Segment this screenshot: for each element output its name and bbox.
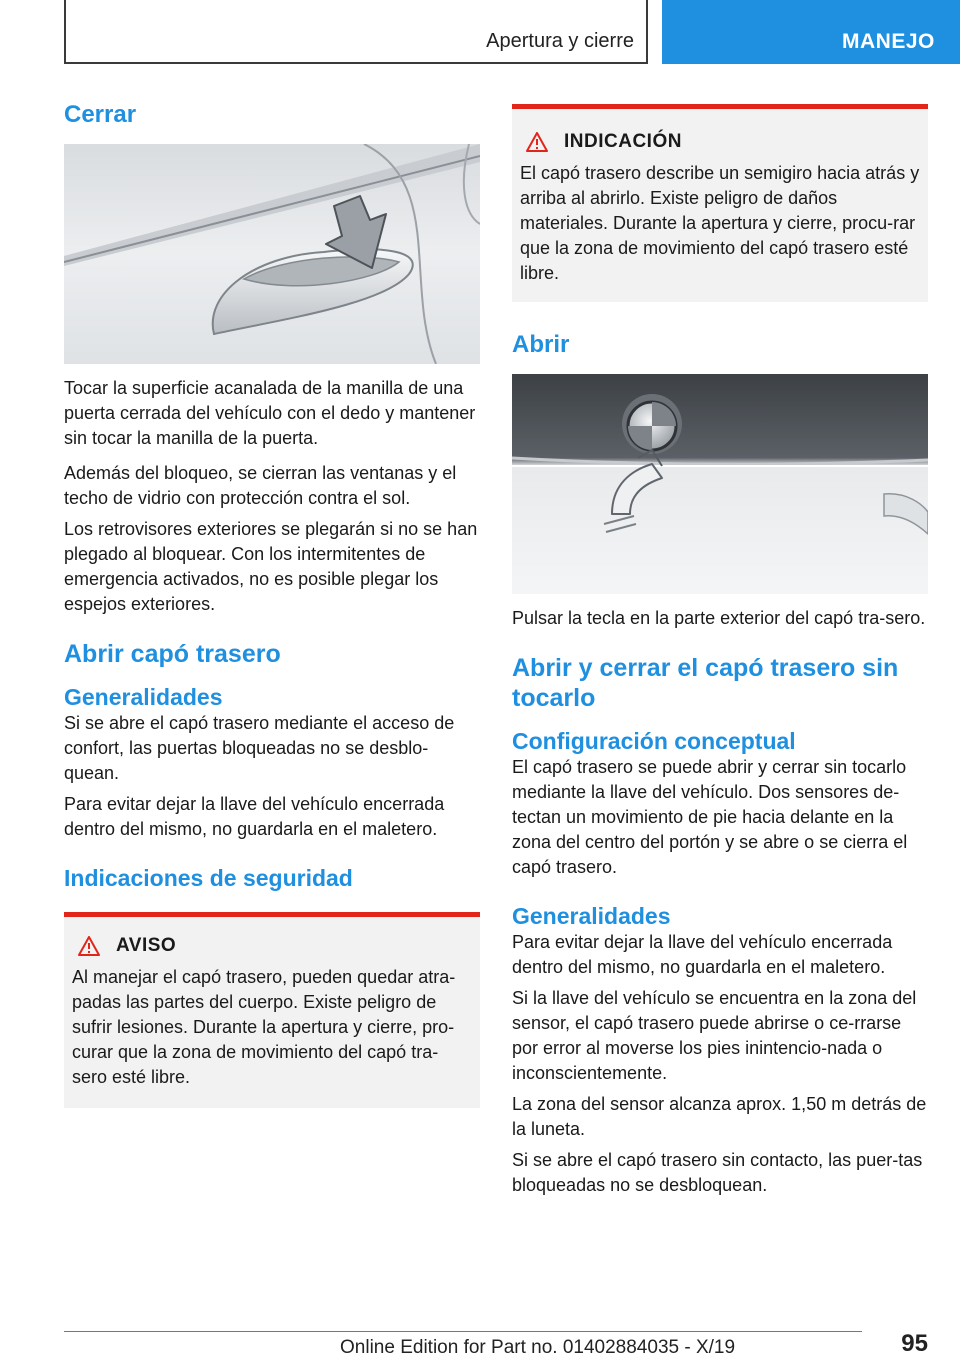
warning-text: Al manejar el capó trasero, pueden quedar atra‐padas las partes del cuerpo. Existe peligro de sufrir lesiones. Durante la apertura y cierre, pro‐curar que la zona de movimiento del capó tra‐sero esté libre.	[72, 967, 456, 1087]
paragraph-generalidades-2: Para evitar dejar la llave del vehículo encerrada dentro del mismo, no guardarla en el maletero.	[64, 794, 445, 839]
left-column	[64, 100, 480, 1108]
heading-abrir: Abrir	[512, 331, 570, 358]
paragraph-cerrar-3: Los retrovisores exteriores se plegarán si no se han plegado al bloquear. Con los intermitentes de emergencia activados, no es posible plegar los espejos exteriores.	[64, 519, 478, 614]
heading-generalidades-right: Generalidades	[512, 903, 671, 929]
footer-edition: Online Edition for Part no. 01402884035 - X/19	[340, 1337, 736, 1358]
header-section-box	[64, 0, 648, 64]
warning-box-aviso	[64, 912, 480, 1108]
heading-abrir-cerrar-sin-tocarlo: Abrir y cerrar el capó trasero sin tocarlo	[512, 654, 899, 712]
paragraph-generalidades-r4: Si se abre el capó trasero sin contacto, las puer‐tas bloqueadas no se desbloquean.	[512, 1150, 923, 1195]
warning-title: AVISO	[116, 935, 177, 956]
paragraph-generalidades-r3: La zona del sensor alcanza aprox. 1,50 m detrás de la luneta.	[512, 1094, 927, 1139]
warning-triangle-icon	[526, 132, 548, 152]
footer-divider	[64, 1331, 862, 1332]
note-box-indicacion	[512, 104, 928, 302]
paragraph-cerrar-1: Tocar la superficie acanalada de la manilla de una puerta cerrada del vehículo con el dedo y mantener sin tocar la manilla de la puerta.	[64, 378, 476, 448]
heading-configuracion-conceptual: Configuración conceptual	[512, 728, 796, 754]
header-chapter-label: MANEJO	[842, 30, 935, 53]
right-column	[512, 104, 928, 1198]
heading-indicaciones-seguridad: Indicaciones de seguridad	[64, 865, 353, 891]
page-number: 95	[901, 1330, 928, 1357]
heading-cerrar: Cerrar	[64, 101, 137, 128]
paragraph-configuracion: El capó trasero se puede abrir y cerrar sin tocarlo mediante la llave del vehículo. Dos sensores de‐tectan un movimiento de pie hacia delante en la zona del centro del portón y se abre o se cierra el capó trasero.	[512, 757, 908, 877]
trunk-button-illustration	[512, 374, 928, 594]
note-title: INDICACIÓN	[564, 131, 682, 152]
paragraph-generalidades-r1: Para evitar dejar la llave del vehículo encerrada dentro del mismo, no guardarla en el maletero.	[512, 932, 893, 977]
note-text: El capó trasero describe un semigiro hacia atrás y arriba al abrirlo. Existe peligro de daños materiales. Durante la apertura y cierre, procu‐rar que la zona de movimiento del capó trasero esté libre.	[520, 163, 920, 283]
heading-generalidades-left: Generalidades	[64, 684, 223, 710]
paragraph-generalidades-1: Si se abre el capó trasero mediante el acceso de confort, las puertas bloqueadas no se desblo‐quean.	[64, 713, 455, 783]
warning-triangle-icon	[78, 936, 100, 956]
paragraph-abrir: Pulsar la tecla en la parte exterior del capó tra‐sero.	[512, 608, 926, 628]
door-handle-illustration	[64, 144, 480, 364]
paragraph-generalidades-r2: Si la llave del vehículo se encuentra en la zona del sensor, el capó trasero puede abrirse o ce‐rrarse por error al moverse los pies inintencio‐nada o inconscientemente.	[512, 988, 917, 1083]
heading-abrir-capo-trasero: Abrir capó trasero	[64, 640, 281, 668]
paragraph-cerrar-2: Además del bloqueo, se cierran las ventanas y el techo de vidrio con protección contra el sol.	[64, 463, 457, 508]
header-section-title: Apertura y cierre	[486, 30, 634, 52]
header-chapter-tab	[662, 0, 960, 64]
